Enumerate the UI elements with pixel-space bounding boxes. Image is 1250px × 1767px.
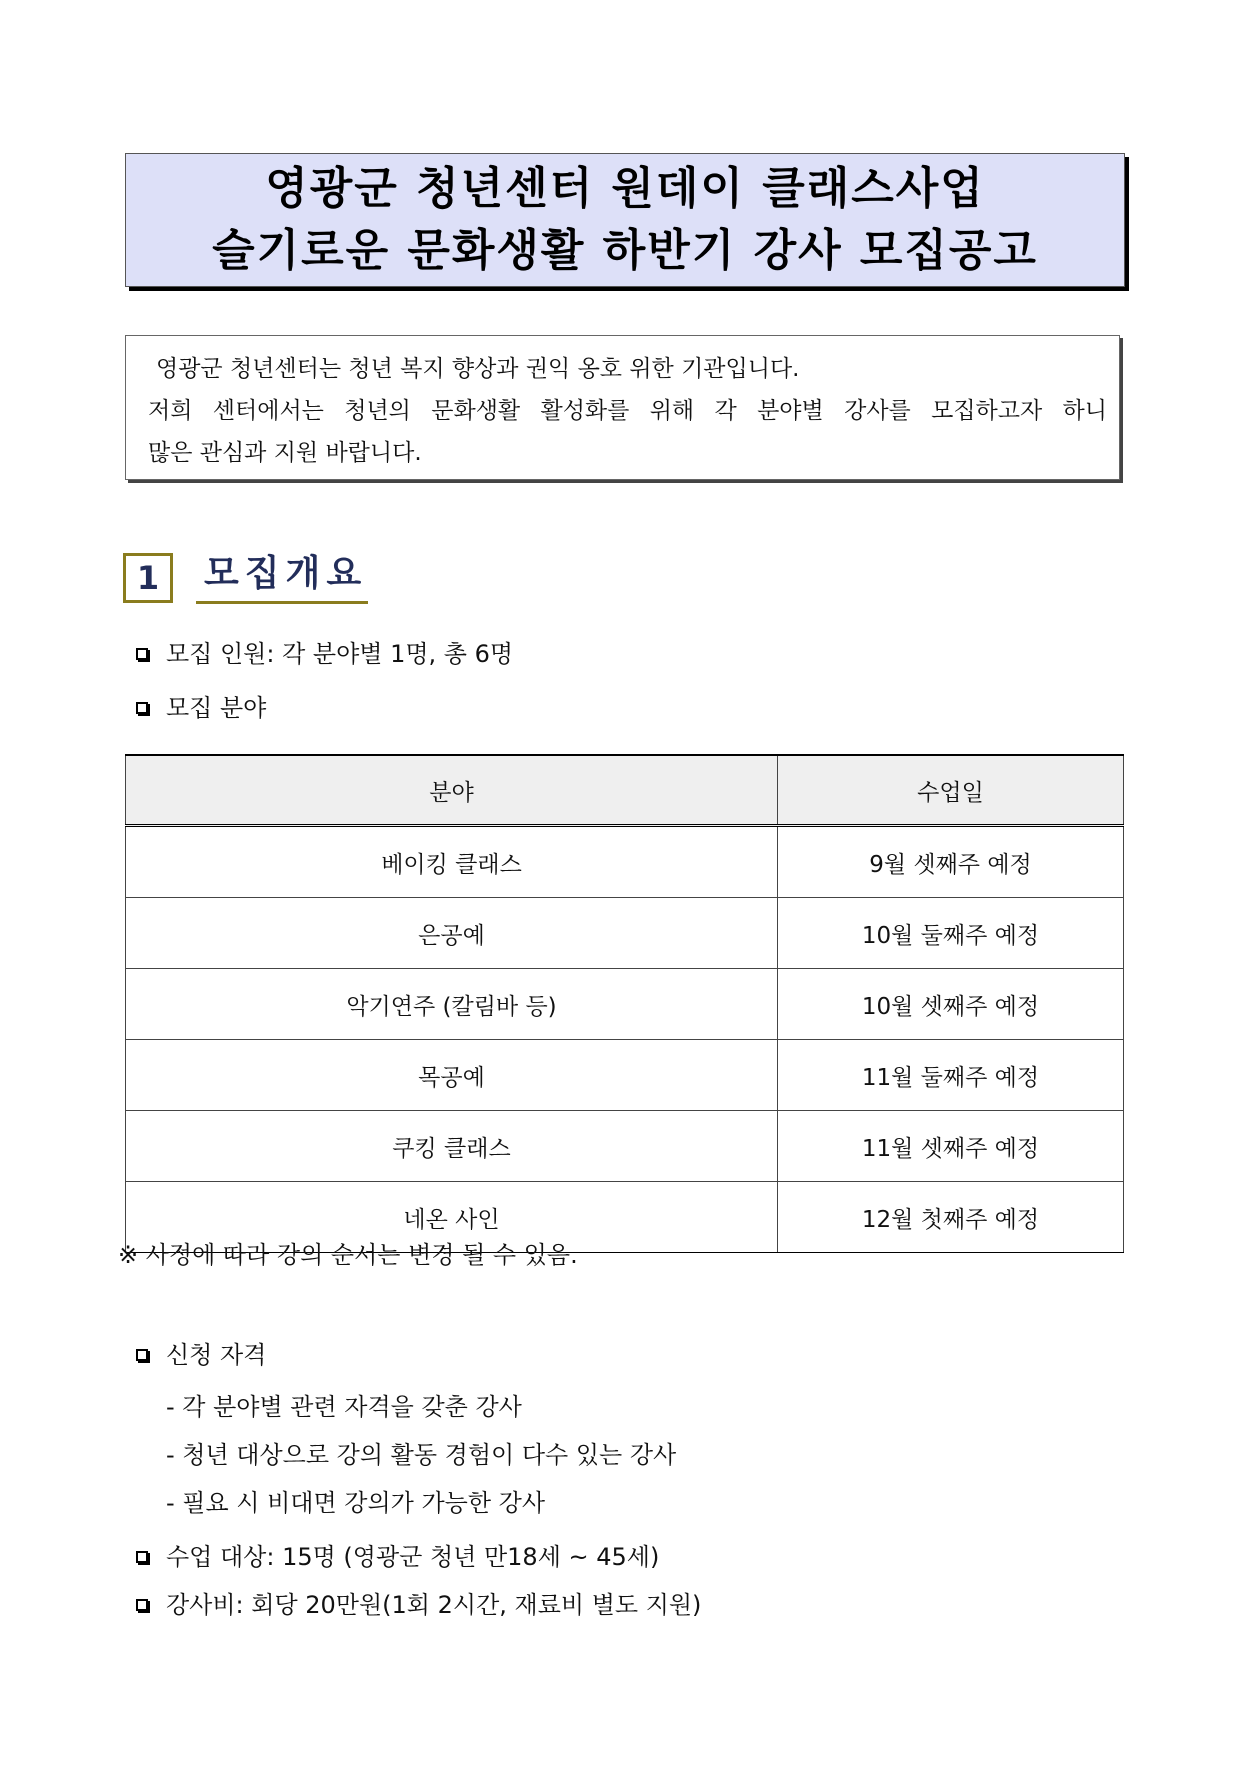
- title-line-1: 영광군 청년센터 원데이 클래스사업: [265, 163, 985, 214]
- field-cell: 쿠킹 클래스: [126, 1111, 778, 1182]
- qualification-item: - 각 분야별 관련 자격을 갖춘 강사: [166, 1393, 522, 1421]
- date-cell: 9월 셋째주 예정: [778, 826, 1124, 898]
- field-cell: 베이킹 클래스: [126, 826, 778, 898]
- recruit-fields-label: [136, 692, 266, 724]
- section-title: 모집개요: [196, 548, 368, 604]
- qualification-item: - 필요 시 비대면 강의가 가능한 강사: [166, 1489, 546, 1517]
- table-row: [126, 898, 1124, 969]
- class-target-text: 수업 대상: 15명 (영광군 청년 만18세 ~ 45세): [166, 1543, 660, 1571]
- field-cell: 목공예: [126, 1040, 778, 1111]
- date-cell: 10월 셋째주 예정: [778, 969, 1124, 1040]
- instructor-fee-text: 강사비: 회당 20만원(1회 2시간, 재료비 별도 지원): [166, 1591, 702, 1619]
- intro-box: [125, 335, 1120, 480]
- class-target: [136, 1541, 659, 1573]
- qualification-item: - 청년 대상으로 강의 활동 경험이 다수 있는 강사: [166, 1441, 677, 1469]
- field-cell: 악기연주 (칼림바 등): [126, 969, 778, 1040]
- date-cell: 11월 셋째주 예정: [778, 1111, 1124, 1182]
- table-row: [126, 826, 1124, 898]
- fields-table: [125, 754, 1124, 1253]
- section-number: 1: [123, 553, 173, 603]
- intro-line-2: 저희 센터에서는 청년의 문화생활 활성화를 위해 각 분야별 강사를 모집하고자 하니: [148, 398, 1107, 424]
- title-line-2: 슬기로운 문화생활 하반기 강사 모집공고: [212, 225, 1038, 276]
- date-cell: 10월 둘째주 예정: [778, 898, 1124, 969]
- checkbox-bullet-icon: [136, 1349, 148, 1361]
- header-field: 분야: [126, 755, 778, 826]
- date-cell: 11월 둘째주 예정: [778, 1040, 1124, 1111]
- instructor-fee: [136, 1589, 701, 1621]
- table-row: [126, 1111, 1124, 1182]
- qualification-text: 신청 자격: [166, 1341, 267, 1369]
- order-change-note: ※ 사정에 따라 강의 순서는 변경 될 수 있음.: [118, 1241, 578, 1269]
- recruit-fields-text: 모집 분야: [166, 694, 267, 722]
- recruit-count-text: 모집 인원: 각 분야별 1명, 총 6명: [166, 640, 514, 668]
- table-row: [126, 969, 1124, 1040]
- field-cell: 네온 사인: [126, 1182, 778, 1253]
- intro-line-1: 영광군 청년센터는 청년 복지 향상과 권익 옹호 위한 기관입니다.: [156, 356, 800, 382]
- header-date: 수업일: [778, 755, 1124, 826]
- qualification-label: [136, 1339, 266, 1371]
- checkbox-bullet-icon: [136, 1599, 148, 1611]
- recruit-count: [136, 638, 513, 670]
- table-row: [126, 1040, 1124, 1111]
- checkbox-bullet-icon: [136, 1551, 148, 1563]
- table-header-row: [126, 755, 1124, 826]
- checkbox-bullet-icon: [136, 702, 148, 714]
- intro-line-3: 많은 관심과 지원 바랍니다.: [148, 440, 422, 466]
- title-box: [125, 153, 1125, 287]
- field-cell: 은공예: [126, 898, 778, 969]
- checkbox-bullet-icon: [136, 648, 148, 660]
- date-cell: 12월 첫째주 예정: [778, 1182, 1124, 1253]
